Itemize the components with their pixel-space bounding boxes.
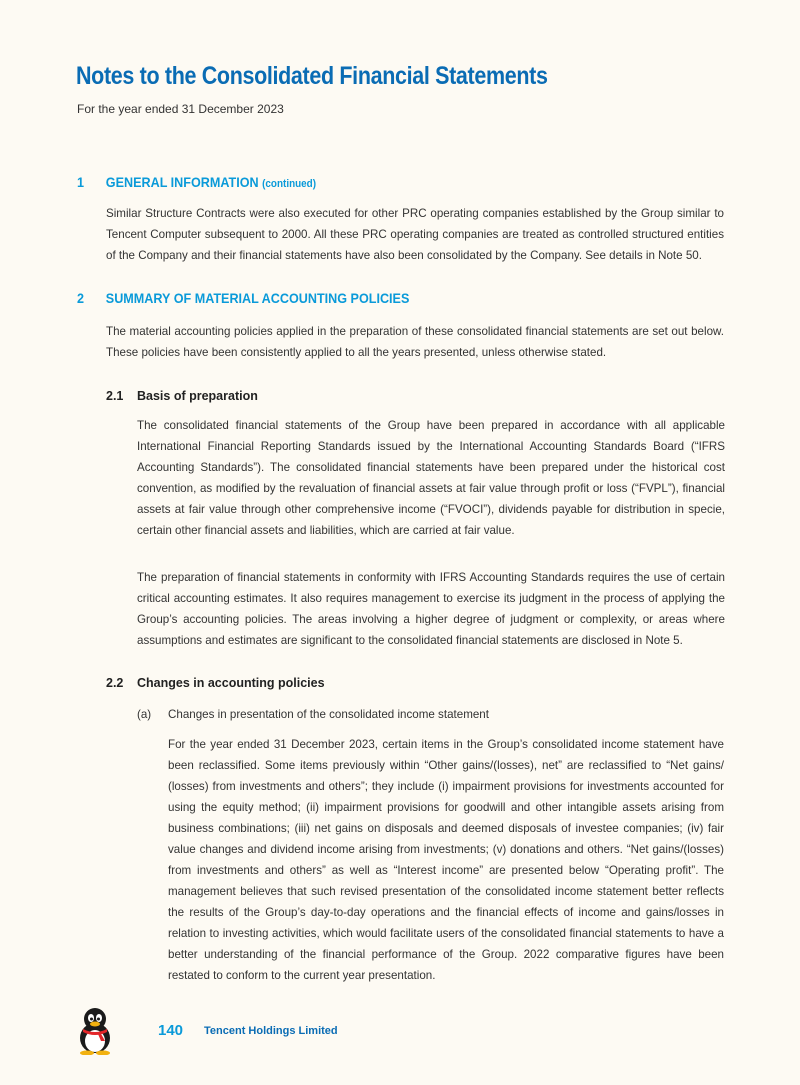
item-a-body: For the year ended 31 December 2023, certain items in the Group’s consolidated income statement have been reclassified. Some items previously within “Other gains/(losses), net” are reclassified to “Net gains/ (losses) from investments and others”; they include (i) impairment provisions for investments accounted for using the equity method; (ii) impairment provisions for goodwill and other intangible assets arising from business combinations; (iii) net gains on disposals and deemed disposals of investee companies; (iv) fair value changes and dividend income arising from investments; (v) donations and others. “Net gains/(losses) from investments and others” as well as “Interest income” are presented below “Operating profit”. The management believes that such revised presentation of the consolidated income statement better reflects the results of the Group’s day-to-day operations and the financial effects of income and gains/losses in relation to investing activities, which would facilitate users of the consolidated financial statements to have a better understanding of the financial performance of the Group. 2022 comparative figures have been restated to conform to the current year presentation. <box>168 738 724 982</box>
section-2-intro: The material accounting policies applied in the preparation of these consolidated financial statements are set out below. These policies have been consistently applied to all the years presented, unless otherwise stated. <box>106 325 724 359</box>
qq-penguin-logo <box>75 1007 115 1055</box>
section-2-title: SUMMARY OF MATERIAL ACCOUNTING POLICIES <box>105 290 410 306</box>
subsection-2-2-heading <box>106 676 325 690</box>
subsection-2-1-heading <box>106 389 258 403</box>
section-1-number: 1 <box>77 174 85 190</box>
page-number: 140 <box>158 1022 184 1039</box>
item-a-heading <box>137 708 489 721</box>
subsection-2-1-number: 2.1 <box>106 389 124 403</box>
basis-paragraph-1: The consolidated financial statements of the Group have been prepared in accordance with all applicable International Financial Reporting Standards issued by the International Accounting Standards Board (“IFRS Accounting Standards”). The consolidated financial statements have been prepared under the historical cost convention, as modified by the revaluation of financial assets at fair value through profit or loss (“FVPL”), financial assets at fair value through other comprehensive income (“FVOCI”), dividends payable for distribution in specie, certain other financial assets and liabilities, which are carried at fair value. <box>137 419 725 537</box>
subsection-2-2-title: Changes in accounting policies <box>137 676 325 690</box>
company-name: Tencent Holdings Limited <box>204 1025 338 1037</box>
subsection-2-2-number: 2.2 <box>106 676 124 690</box>
section-1-heading <box>77 174 316 190</box>
section-1-title: GENERAL INFORMATION <box>105 174 259 190</box>
item-a-label: (a) <box>137 708 152 721</box>
section-2-heading <box>77 290 409 306</box>
basis-paragraph-2: The preparation of financial statements in conformity with IFRS Accounting Standards requires the use of certain critical accounting estimates. It also requires management to exercise its judgment in the process of applying the Group’s accounting policies. The areas involving a higher degree of judgment or complexity, or areas where assumptions and estimates are significant to the consolidated financial statements are disclosed in Note 5. <box>137 571 725 647</box>
section-1-body: Similar Structure Contracts were also executed for other PRC operating companies established by the Group similar to Tencent Computer subsequent to 2000. All these PRC operating companies are treated as controlled structured entities of the Company and their financial statements have also been consolidated by the Company. See details in Note 50. <box>106 207 724 262</box>
page-subtitle: For the year ended 31 December 2023 <box>77 102 284 116</box>
section-2-number: 2 <box>77 290 85 306</box>
item-a-title: Changes in presentation of the consolidated income statement <box>168 708 489 721</box>
subsection-2-1-title: Basis of preparation <box>137 389 258 403</box>
page-title: Notes to the Consolidated Financial Statements <box>76 62 548 90</box>
continued-label: (continued) <box>262 178 317 190</box>
